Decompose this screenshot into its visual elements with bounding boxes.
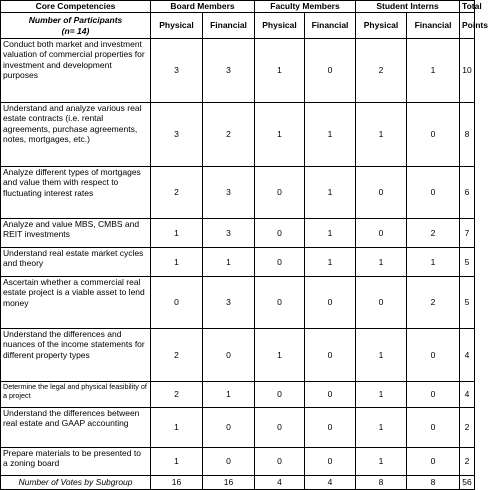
- header-total: Total: [460, 1, 475, 13]
- total-cell: 6: [460, 167, 475, 219]
- total-cell: 2: [460, 448, 475, 476]
- value-cell: 1: [407, 39, 460, 103]
- value-cell: 3: [203, 167, 255, 219]
- table-row: [1, 277, 475, 329]
- total-cell: 10: [460, 39, 475, 103]
- value-cell: 2: [356, 39, 407, 103]
- header-student-interns: Student Interns: [356, 1, 460, 13]
- value-cell: 1: [356, 448, 407, 476]
- competency-cell: Understand and analyze various real estate contracts (i.e. rental agreements, purchase agreements, notes, mortgages, etc.): [1, 103, 151, 167]
- table-row: [1, 382, 475, 408]
- footer-value-cell: 8: [407, 476, 460, 490]
- subheader-board-physical: Physical: [151, 13, 203, 39]
- total-cell: 4: [460, 329, 475, 382]
- value-cell: 1: [203, 248, 255, 277]
- table-row: [1, 167, 475, 219]
- total-cell: 4: [460, 382, 475, 408]
- value-cell: 1: [151, 219, 203, 248]
- value-cell: 3: [203, 219, 255, 248]
- votes-by-subgroup-label: Number of Votes by Subgroup: [1, 476, 151, 490]
- table-row: [1, 39, 475, 103]
- value-cell: 0: [305, 448, 356, 476]
- competency-cell: Determine the legal and physical feasibility of a project: [1, 382, 151, 408]
- footer-value-cell: 16: [203, 476, 255, 490]
- value-cell: 0: [356, 277, 407, 329]
- total-cell: 5: [460, 277, 475, 329]
- table-row: [1, 408, 475, 448]
- value-cell: 0: [203, 329, 255, 382]
- total-cell: 8: [460, 103, 475, 167]
- value-cell: 1: [151, 248, 203, 277]
- value-cell: 0: [407, 382, 460, 408]
- value-cell: 1: [305, 167, 356, 219]
- value-cell: 3: [151, 39, 203, 103]
- value-cell: 1: [356, 382, 407, 408]
- value-cell: 3: [203, 277, 255, 329]
- table-row: [1, 219, 475, 248]
- participants-label: Number of Participants: [28, 15, 123, 26]
- value-cell: 0: [407, 167, 460, 219]
- value-cell: 0: [407, 103, 460, 167]
- value-cell: 0: [305, 277, 356, 329]
- value-cell: 0: [305, 39, 356, 103]
- participants-count: (n= 14): [61, 25, 90, 36]
- table-row: [1, 248, 475, 277]
- value-cell: 1: [151, 408, 203, 448]
- value-cell: 0: [203, 448, 255, 476]
- competency-cell: Prepare materials to be presented to a zoning board: [1, 448, 151, 476]
- value-cell: 1: [305, 248, 356, 277]
- value-cell: 1: [255, 103, 305, 167]
- value-cell: 1: [356, 408, 407, 448]
- competency-cell: Understand the differences between real estate and GAAP accounting: [1, 408, 151, 448]
- value-cell: 1: [203, 382, 255, 408]
- competency-cell: Analyze different types of mortgages and value them with respect to fluctuating interest rates: [1, 167, 151, 219]
- value-cell: 1: [356, 103, 407, 167]
- value-cell: 0: [255, 277, 305, 329]
- value-cell: 0: [255, 382, 305, 408]
- footer-row: [1, 476, 475, 490]
- participants-cell: [1, 13, 151, 39]
- competency-cell: Analyze and value MBS, CMBS and REIT investments: [1, 219, 151, 248]
- total-cell: 7: [460, 219, 475, 248]
- value-cell: 0: [407, 448, 460, 476]
- value-cell: 2: [407, 277, 460, 329]
- value-cell: 0: [305, 408, 356, 448]
- footer-value-cell: 4: [305, 476, 356, 490]
- value-cell: 0: [407, 408, 460, 448]
- value-cell: 1: [305, 219, 356, 248]
- value-cell: 1: [151, 448, 203, 476]
- value-cell: 0: [305, 382, 356, 408]
- value-cell: 0: [407, 329, 460, 382]
- subheader-board-financial: Financial: [203, 13, 255, 39]
- header-board-members: Board Members: [151, 1, 255, 13]
- value-cell: 0: [356, 219, 407, 248]
- subheader-student-financial: Financial: [407, 13, 460, 39]
- footer-value-cell: 16: [151, 476, 203, 490]
- value-cell: 0: [255, 219, 305, 248]
- header-faculty-members: Faculty Members: [255, 1, 356, 13]
- subheader-faculty-physical: Physical: [255, 13, 305, 39]
- competency-cell: Understand the differences and nuances of the income statements for different property types: [1, 329, 151, 382]
- value-cell: 1: [407, 248, 460, 277]
- value-cell: 0: [255, 248, 305, 277]
- value-cell: 0: [203, 408, 255, 448]
- value-cell: 2: [203, 103, 255, 167]
- value-cell: 0: [255, 408, 305, 448]
- subheader-student-physical: Physical: [356, 13, 407, 39]
- value-cell: 1: [305, 103, 356, 167]
- value-cell: 0: [255, 167, 305, 219]
- footer-value-cell: 4: [255, 476, 305, 490]
- subheader-points: Points: [460, 13, 475, 39]
- value-cell: 2: [407, 219, 460, 248]
- value-cell: 2: [151, 167, 203, 219]
- value-cell: 0: [151, 277, 203, 329]
- subheader-faculty-financial: Financial: [305, 13, 356, 39]
- footer-value-cell: 8: [356, 476, 407, 490]
- competency-cell: Conduct both market and investment valuation of commercial properties for investment and development purposes: [1, 39, 151, 103]
- value-cell: 0: [305, 329, 356, 382]
- value-cell: 3: [203, 39, 255, 103]
- table-row: [1, 448, 475, 476]
- value-cell: 0: [356, 167, 407, 219]
- footer-total-cell: 56: [460, 476, 475, 490]
- value-cell: 1: [356, 329, 407, 382]
- value-cell: 3: [151, 103, 203, 167]
- table-row: [1, 103, 475, 167]
- competency-cell: Ascertain whether a commercial real estate project is a viable asset to lend money: [1, 277, 151, 329]
- value-cell: 1: [255, 329, 305, 382]
- value-cell: 2: [151, 382, 203, 408]
- value-cell: 1: [356, 248, 407, 277]
- value-cell: 0: [255, 448, 305, 476]
- value-cell: 1: [255, 39, 305, 103]
- total-cell: 2: [460, 408, 475, 448]
- value-cell: 2: [151, 329, 203, 382]
- table-row: [1, 329, 475, 382]
- competency-cell: Understand real estate market cycles and theory: [1, 248, 151, 277]
- header-core-competencies: Core Competencies: [1, 1, 151, 13]
- total-cell: 5: [460, 248, 475, 277]
